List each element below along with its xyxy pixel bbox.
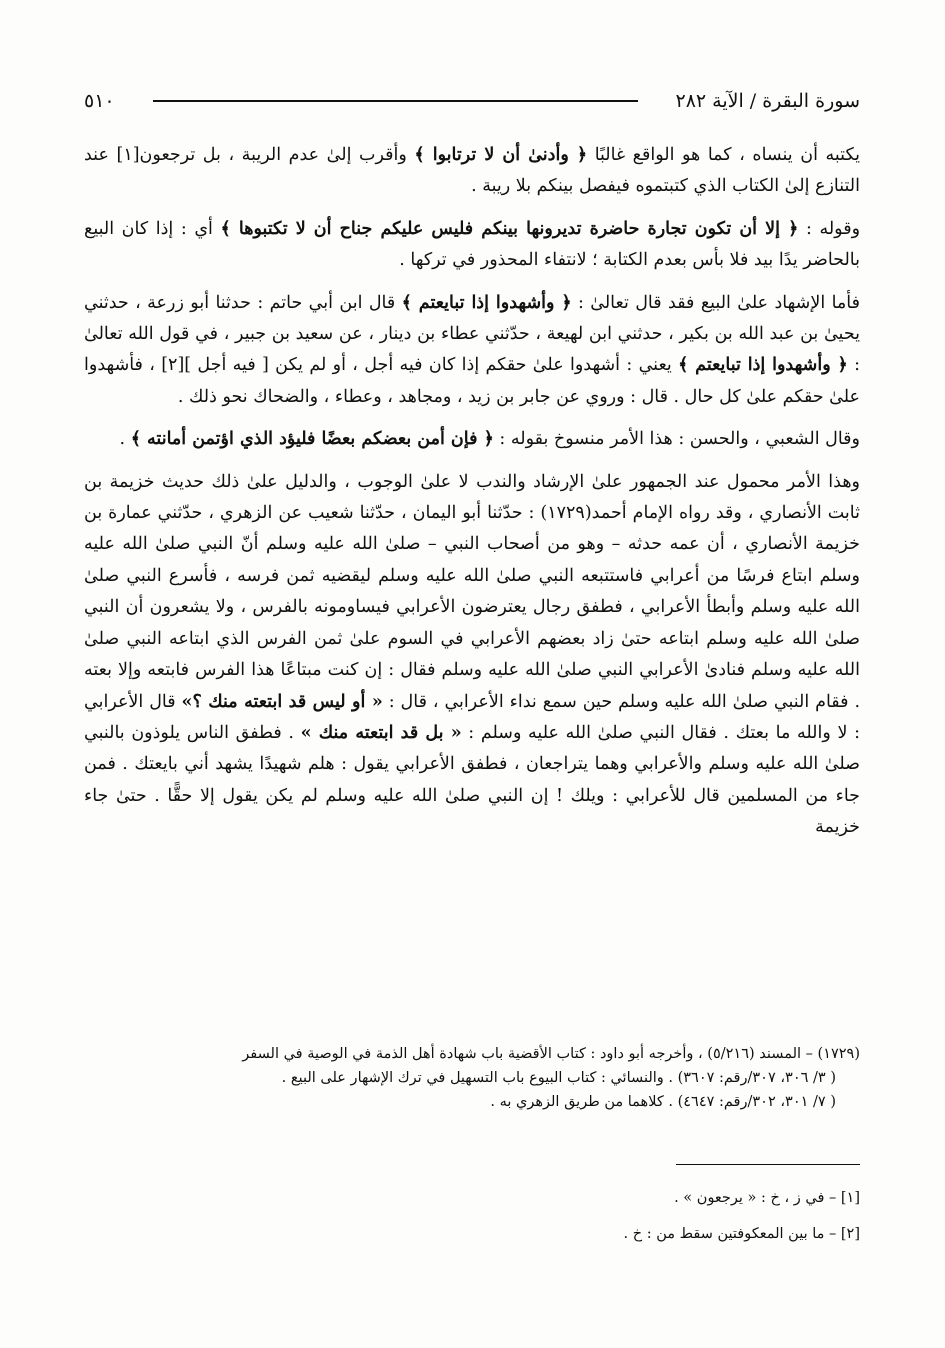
quote-text: ﴿ فإن أمن بعضكم بعضًا فليؤد الذي اؤتمن أمانته ﴾ [130, 429, 494, 450]
text-run: يعني : أشهدوا علىٰ حقكم إذا كان فيه أجل ، أو لم يكن [ فيه أجل ][٢] ، فأشهدوا علىٰ حقكم علىٰ كل حال . قال : وروي عن جابر بن زيد ، ومجاهد ، وعطاء ، والضحاك نحو ذلك . [84, 355, 860, 407]
editor-note: [١] – في ز ، خ : « يرجعون » . [674, 1190, 860, 1206]
footnote-line: ( ٧/ ٣٠١، ٣٠٢/رقم: ٤٦٤٧) . كلاهما من طريق الزهري به . [490, 1094, 836, 1110]
editor-notes [84, 1180, 860, 1252]
text-run: يكتبه أن ينساه ، كما هو الواقع غالبًا [587, 145, 860, 165]
running-title: سورة البقرة / الآية ٢٨٢ [675, 90, 860, 112]
header-rule [153, 100, 638, 102]
quote-text: ﴿ وأدنىٰ أن لا ترتابوا ﴾ [414, 145, 588, 165]
text-run: قال الأعرابي : لا والله ما بعتك . فقال النبي صلىٰ الله عليه وسلم : [84, 691, 860, 743]
notes-separator [676, 1164, 860, 1165]
paragraph [84, 140, 860, 203]
text-run: وهذا الأمر محمول عند الجمهور علىٰ الإرشاد والندب لا علىٰ الوجوب ، والدليل علىٰ ذلك حديث خزيمة بن ثابت الأنصاري ، وقد رواه الإمام أحمد(١٧٢٩) : حدّثنا أبو اليمان ، حدّثنا شعيب عن الزهري ، حدّثني عمارة بن خزيمة الأنصاري ، أن عمه حدثه – وهو من أصحاب النبي – صلىٰ الله عليه وسلم أنّ النبي صلىٰ الله عليه وسلم ابتاع فرسًا من أعرابي فاستتبعه النبي صلىٰ الله عليه وسلم ليقضيه ثمن فرسه ، فأسرع النبي صلىٰ الله عليه وسلم وأبطأ الأعرابي ، فطفق رجال يعترضون الأعرابي فيساومونه بالفرس ، ولا يشعرون أن النبي صلىٰ الله عليه وسلم ابتاعه حتىٰ زاد بعضهم الأعرابي في السوم علىٰ ثمن الفرس الذي ابتاعه النبي صلىٰ الله عليه وسلم فنادىٰ الأعرابي النبي صلىٰ الله عليه وسلم فقال : إن كنت مبتاعًا هذا الفرس فابتعه وإلا بعته . فقام النبي صلىٰ الله عليه وسلم حين سمع نداء الأعرابي ، قال : [84, 471, 861, 712]
page-number: ٥١٠ [84, 90, 115, 112]
quote-text: ﴿ إلا أن تكون تجارة حاضرة تديرونها بينكم فليس عليكم جناح أن لا تكتبوها ﴾ [220, 218, 799, 239]
page-header [84, 86, 860, 116]
quote-text: « أو ليس قد ابتعته منك ؟» [181, 691, 383, 712]
paragraph [84, 288, 860, 414]
quote-text: ﴿ وأشهدوا إذا تبايعتم ﴾ [678, 355, 848, 376]
paragraph [84, 214, 860, 277]
text-run: . [119, 429, 131, 450]
main-text [84, 140, 860, 855]
text-run: وأقرب إلىٰ عدم الريبة ، بل ترجعون[١] عند التنازع إلىٰ الكتاب الذي كتبتموه فيفصل بينكم بلا ريبة . [84, 145, 860, 197]
text-run: فأما الإشهاد علىٰ البيع فقد قال تعالىٰ : [571, 292, 860, 313]
editor-note: [٢] – ما بين المعكوفتين سقط من : خ . [623, 1226, 860, 1242]
quote-text: « بل قد ابتعته منك » [300, 722, 462, 743]
paragraph [84, 424, 860, 455]
footnotes [84, 1042, 860, 1114]
text-run: قال ابن أبي حاتم : حدثنا أبو زرعة ، حدثني يحيىٰ بن عبد الله بن بكير ، حدثني ابن لهيعة ، حدّثني عطاء بن دينار ، عن سعيد بن جبير ، في قول الله تعالىٰ : [84, 292, 860, 376]
paragraph [84, 467, 860, 844]
text-run: . فطفق الناس يلوذون بالنبي صلىٰ الله عليه وسلم والأعرابي وهما يتراجعان ، فطفق الأعرابي يقول : هلم شهيدًا يشهد أني بايعتك . فمن جاء من المسلمين قال للأعرابي : ويلك ! إن النبي صلىٰ الله عليه وسلم لم يكن يقول إلا حقًّا . حتىٰ جاء خزيمة [84, 722, 860, 838]
text-run: أي : إذا كان البيع بالحاضر يدًا بيد فلا بأس بعدم الكتابة ؛ لانتفاء المحذور في تركها . [84, 218, 860, 271]
text-run: وقوله : [798, 218, 861, 239]
footnote-line: (١٧٢٩) – المسند (٥/٢١٦) ، وأخرجه أبو داود : كتاب الأقضية باب شهادة أهل الذمة في الوصية في السفر [242, 1046, 860, 1062]
quote-text: ﴿ وأشهدوا إذا تبايعتم ﴾ [401, 292, 572, 313]
footnote-line: ( ٣/ ٣٠٦، ٣٠٧/رقم: ٣٦٠٧) . والنسائي : كتاب البيوع باب التسهيل في ترك الإشهار على البيع . [281, 1070, 836, 1086]
text-run: وقال الشعبي ، والحسن : هذا الأمر منسوخ بقوله : [493, 429, 860, 450]
